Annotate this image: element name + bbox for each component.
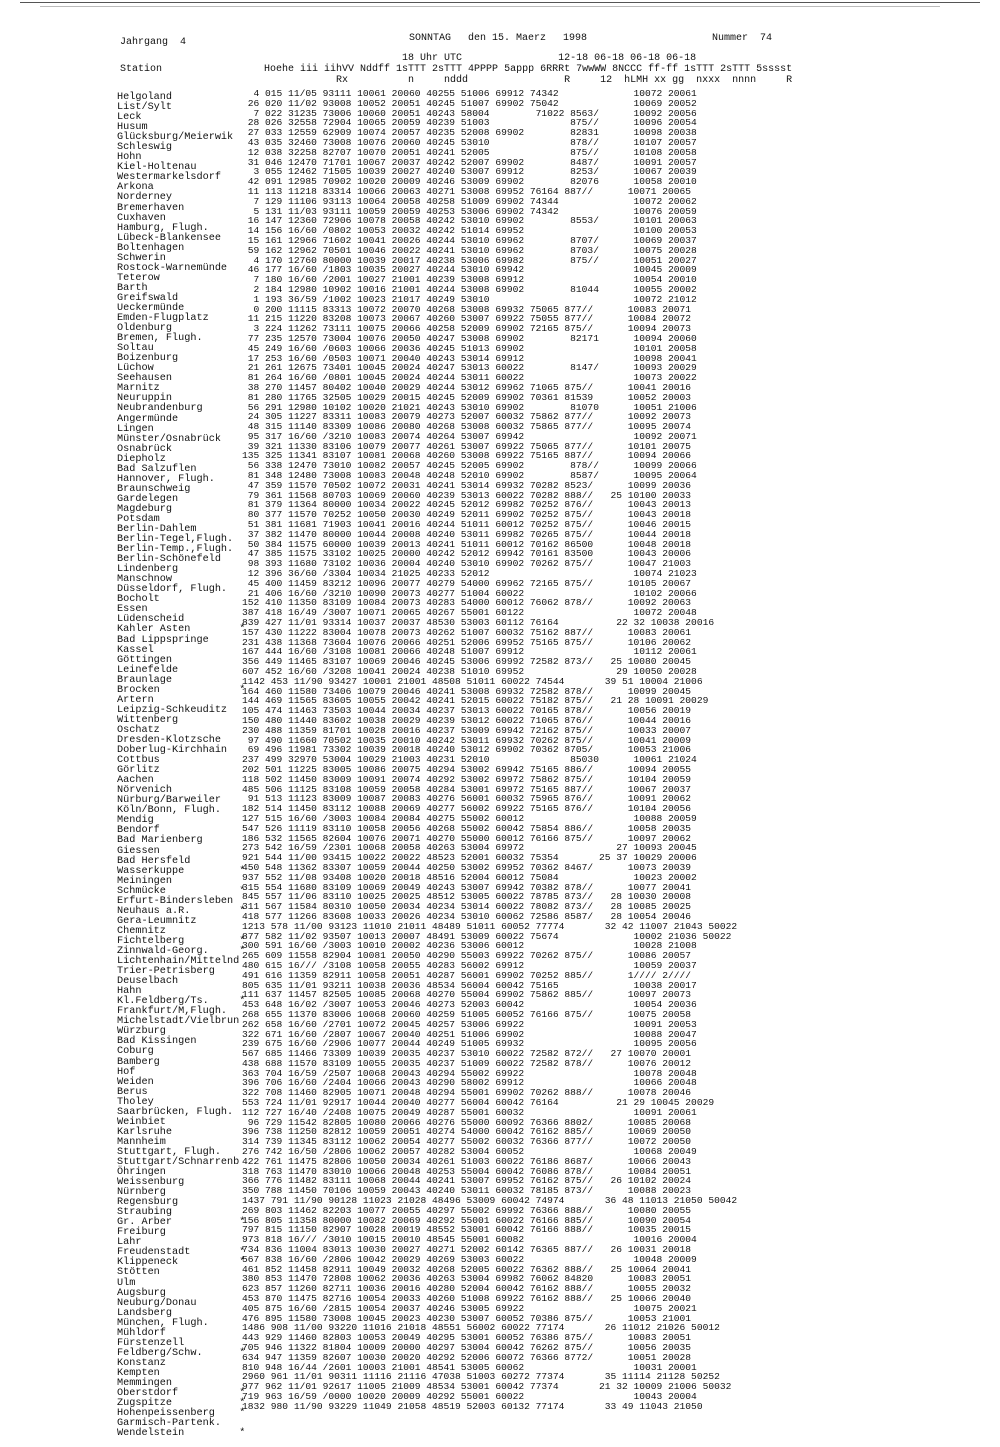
volume-label: Jahrgang 4: [120, 37, 187, 48]
station-name: Arkona: [117, 182, 154, 194]
observation-row: 24 305 11227 83311 10083 20079 40273 52007 60032 75862 877// 10092 20073: [242, 411, 692, 423]
observation-row: 98 393 11680 73102 10036 20004 40240 53010 69902 70262 875// 10047 21003: [242, 558, 692, 570]
observation-row: 5 131 11/03 93111 10059 20059 40253 53006 69902 74342 10076 20059: [242, 205, 697, 217]
station-name: Fürstenzell: [117, 1337, 185, 1349]
observation-row: 152 410 11350 83109 10084 20073 40283 54000 60012 76062 878// 10092 20063: [242, 597, 692, 609]
station-name: Fichtelberg *: [117, 935, 246, 947]
station-name: Lübeck-Blankensee: [117, 232, 221, 244]
station-name: Berlin-Dahlem: [117, 524, 197, 536]
observation-row: 845 557 11/06 83110 10025 20025 48512 53005 60022 78785 873// 28 10030 20008: [242, 891, 692, 903]
observation-row: 567 838 16/60 /2806 10042 20029 40269 53003 60022 10048 20009: [242, 1253, 697, 1265]
observation-row: 56 338 12470 73010 10082 20057 40245 52005 69902 878// 10099 20066: [242, 460, 697, 472]
station-name: Glücksburg/Meierwik: [117, 132, 234, 144]
observation-row: 42 091 12985 70902 10020 20009 40246 53009 69902 82076 10058 20010: [242, 176, 697, 188]
observation-row: 567 685 11466 73309 10039 20035 40237 53010 60022 72582 872// 27 10070 20001: [242, 1048, 692, 1060]
station-name: Oldenburg: [117, 323, 173, 335]
observation-row: 634 947 11359 82607 10030 20020 40292 52006 60072 76366 8772/ 10051 20028: [242, 1351, 692, 1363]
observation-row: 43 035 32460 73008 10076 20060 40245 53010 878// 10107 20057: [242, 136, 697, 148]
observation-row: 719 963 16/59 /0000 10020 20009 40292 55001 60022 10043 20004: [242, 1390, 697, 1402]
observation-row: 276 742 16/50 /2806 10062 20057 40282 53004 60052 10068 20049: [242, 1146, 697, 1158]
station-name: Michelstadt/Vielbrun: [117, 1016, 240, 1028]
observation-row: 4 015 11/05 93111 10061 20060 40255 51006 69912 74342 10072 20061: [242, 88, 697, 99]
observation-row: 623 857 11260 82711 10036 20016 40280 52004 60042 76162 888// 10055 20032: [242, 1283, 692, 1295]
observation-row: 77 235 12570 73004 10076 20050 40247 53008 69902 82171 10094 20060: [242, 332, 697, 344]
observation-row: 144 469 11565 83605 10055 20042 40241 52015 60022 75182 875// 21 28 10091 20029: [242, 695, 709, 707]
station-name: Coburg: [117, 1046, 154, 1058]
observation-row: 81 264 16/60 /0801 10045 20024 40244 53011 60022 10073 20022: [242, 372, 697, 384]
weekday-label: SONNTAG: [409, 33, 452, 44]
station-name: List/Sylt: [117, 102, 173, 114]
station-name: Erfurt-Bindersleben: [117, 895, 234, 907]
observation-row: 4 170 12760 80000 10039 20017 40238 53006 69982 875// 10051 20027: [242, 254, 697, 266]
station-name: Kahler Asten *: [117, 624, 246, 636]
station-name: Weinbiet: [117, 1116, 166, 1128]
observation-row: 262 658 16/60 /2701 10072 20045 40257 53006 69922 10091 20053: [242, 1018, 697, 1030]
station-name: Weissenburg: [117, 1177, 185, 1189]
observation-row: 50 384 11575 60000 10039 20013 40241 51011 60012 70162 86500 10048 20018: [242, 538, 692, 550]
observation-row: 69 496 11981 73302 10039 20018 40240 53012 69902 70362 8705/ 10053 21006: [242, 744, 692, 756]
observation-row: 797 815 11150 82907 10028 20019 48552 53001 60042 76166 888// 10035 20015: [242, 1224, 692, 1236]
observation-row: 491 616 11359 82911 10058 20051 40287 56001 69902 70252 885// 1//// 2////: [242, 969, 692, 981]
station-name: Potsdam: [117, 513, 160, 525]
observation-row: 3 224 11262 73111 10075 20066 40258 52009 69902 72165 875// 10094 20073: [242, 323, 692, 335]
top-rule: [20, 2, 980, 3]
observation-row: 27 033 12559 62909 10074 20057 40235 52008 69902 82831 10098 20038: [242, 127, 697, 139]
station-name: Bocholt: [117, 594, 160, 606]
observation-row: 705 946 11322 81804 10009 20000 40297 53004 60042 76262 875// 10056 20035: [242, 1342, 692, 1353]
station-name: Mühldorf: [117, 1327, 166, 1339]
station-name: Husum: [117, 122, 148, 134]
station-name: Aachen: [117, 775, 154, 787]
observation-row: 45 400 11459 83212 10096 20077 40279 54000 69962 72165 875// 10105 20067: [242, 577, 692, 589]
observation-row: 387 418 16/49 /3007 10071 20065 40267 55001 60122 10072 20048: [242, 607, 697, 619]
station-name: Chemnitz: [117, 925, 166, 937]
station-name: Bremen, Flugh.: [117, 333, 203, 345]
station-name: Lindenberg: [117, 564, 179, 576]
observation-row: 79 361 11568 80703 10069 20060 40239 53013 60022 70282 888// 25 10100 20033: [242, 489, 692, 501]
station-name: Nörvenich: [117, 785, 173, 797]
station-name: Hannover, Flugh.: [117, 473, 215, 485]
observation-row: 182 514 11450 83112 10088 20069 40277 56002 69922 75165 876// 10104 20056: [242, 803, 692, 815]
top-rule-secondary: [40, 6, 940, 7]
observation-row: 15 161 12966 71602 10041 20026 40244 53010 69962 8707/ 10069 20037: [242, 234, 697, 246]
observation-row: 810 948 16/44 /2601 10003 21001 48541 53005 60062 10031 20001: [242, 1361, 697, 1373]
station-name: Feldberg/Schw. *: [117, 1347, 246, 1359]
station-name: Essen: [117, 604, 148, 616]
station-name: Braunschweig: [117, 483, 191, 495]
observation-row: 45 249 16/60 /0603 10066 20036 40245 51013 69902 10101 20058: [242, 342, 697, 354]
station-name: Boltenhagen: [117, 242, 185, 254]
observation-row: 300 591 16/60 /3003 10010 20002 40236 53006 60012 10028 21008: [242, 940, 697, 952]
station-name: Gera-Leumnitz: [117, 915, 197, 927]
observation-row: 265 609 11558 82904 10081 20050 40290 55003 69922 70262 875// 10086 20057: [242, 950, 692, 962]
station-name: Giessen: [117, 845, 160, 857]
observation-row: 805 635 11/01 93211 10038 20036 48534 56004 60042 75165 10038 20017: [242, 979, 697, 991]
observation-row: 111 637 11457 82505 10085 20068 40270 55004 69902 75862 885// 10097 20073: [242, 989, 692, 1001]
station-name: Neubrandenburg: [117, 403, 203, 415]
station-name: Cottbus: [117, 755, 160, 767]
station-name: Bad Hersfeld: [117, 855, 191, 867]
observation-row: 14 156 16/60 /0802 10053 20032 40242 51014 69952 10100 20053: [242, 225, 697, 237]
observation-row: 453 870 11475 82716 10054 20033 40260 51008 69922 76162 888// 25 10066 20040: [242, 1293, 692, 1305]
station-name: Wendelstein *: [117, 1428, 246, 1440]
station-name: Meiningen: [117, 875, 173, 887]
station-name: Berlin-Schönefeld: [117, 554, 221, 566]
station-name: Seehausen: [117, 373, 173, 385]
observation-row: 973 818 16/// /3010 10015 20010 48545 55001 60082 10016 20004: [242, 1234, 697, 1246]
observation-row: 1142 453 11/90 93427 10001 21001 48508 51011 60022 74544 39 51 10004 21006: [242, 675, 703, 687]
station-name: Hahn: [117, 986, 142, 998]
station-name: Bamberg: [117, 1056, 160, 1068]
station-name: Oberstdorf *: [117, 1388, 246, 1400]
station-name: Bad Lippspringe: [117, 634, 209, 646]
observation-row: 366 776 11482 83111 10068 20044 40241 53007 69952 76162 875// 26 10102 20024: [242, 1175, 692, 1187]
observation-row: 322 708 11460 82905 10071 20048 40294 55001 69902 70262 888// 10078 20046: [242, 1087, 692, 1099]
station-name: Bad Kissingen: [117, 1036, 197, 1048]
station-name: Würzburg: [117, 1026, 166, 1038]
year-label: 1998: [563, 33, 588, 44]
observation-row: 315 554 11680 83109 10069 20049 40243 53007 69942 70382 878// 10077 20041: [242, 881, 692, 893]
station-name: Stuttgart/Schnarrenb: [117, 1156, 240, 1168]
station-name: Ueckermünde: [117, 302, 185, 314]
station-name: Schleswig: [117, 142, 173, 154]
station-name: Gardelegen: [117, 493, 179, 505]
observation-row: 97 490 11660 70502 10035 20010 40242 53011 69932 70262 875// 10041 20009: [242, 734, 692, 746]
column-header-line: Station Hoehe iii iihVV Nddff 1sTTT 2sTTT 4PPPP 5appp 6RRRt 7wwWW 8NCCC ff-ff 1sTTT 2sTTT 5sssst: [120, 64, 793, 75]
station-name: Münster/Osnabrück: [117, 433, 221, 445]
observation-row: 11 215 11220 83208 10073 20067 40260 53007 69922 75055 877// 10084 20072: [242, 313, 692, 325]
observation-row: 127 515 16/60 /3003 10084 20084 40275 55002 60012 10088 20059: [242, 812, 697, 824]
observation-row: 11 113 11218 83314 10066 20063 40271 53008 69952 76164 887// 10071 20065: [242, 185, 692, 197]
observation-row: 48 315 11140 83309 10086 20080 40268 53008 60032 75865 877// 10095 20074: [242, 421, 692, 433]
observation-row: 2960 961 11/01 90311 11116 21116 47038 51003 60272 77374 35 11114 21128 50252: [242, 1371, 720, 1383]
station-name: München, Flugh.: [117, 1317, 209, 1329]
observation-row: 47 385 11575 33102 10025 20000 40242 52012 69942 70161 83500 10043 20006: [242, 548, 692, 560]
station-name: Lüdenscheid: [117, 614, 185, 626]
observation-row: 51 381 11681 71903 10041 20016 40244 51011 60012 70252 875// 10046 20015: [242, 519, 692, 531]
station-name: Doberlug-Kirchhain: [117, 745, 228, 757]
station-name: Regensburg: [117, 1197, 179, 1209]
observation-row: 46 177 16/60 /1803 10035 20027 40244 53010 69942 10045 20009: [242, 264, 697, 276]
synop-code-column: [242, 89, 737, 1412]
station-name: Soltau: [117, 343, 154, 355]
observation-row: 56 291 12980 10102 10020 21021 40243 53010 69902 81070 10051 21006: [242, 401, 697, 413]
station-name: Kiel-Holtenau: [117, 162, 197, 174]
station-name: Augsburg: [117, 1287, 166, 1299]
station-name: Teterow: [117, 272, 160, 284]
station-name: Leck: [117, 112, 142, 124]
station-name: Landsberg: [117, 1307, 173, 1319]
observation-row: 1486 908 11/00 93220 11016 21018 48551 56002 60022 77174 26 11012 21026 50012: [242, 1322, 720, 1334]
station-name: Cuxhaven: [117, 212, 166, 224]
observation-row: 839 427 11/01 93314 10037 20037 48530 53003 60112 76164 22 32 10038 20016: [242, 617, 715, 629]
station-name: Trier-Petrisberg: [117, 966, 215, 978]
observation-row: 322 671 16/60 /2807 10067 20040 40251 51006 69902 10088 20047: [242, 1028, 697, 1040]
station-name: Göttingen: [117, 654, 173, 666]
observation-row: 356 449 11465 83107 10069 20046 40245 53006 69992 72582 873// 25 10080 20045: [242, 656, 692, 668]
observation-row: 186 532 11565 82604 10076 20071 40270 55000 60012 76166 875// 10097 20062: [242, 832, 692, 844]
station-name: Norderney: [117, 192, 173, 204]
station-name: Karlsruhe: [117, 1126, 173, 1138]
station-name: Braunlage: [117, 674, 173, 686]
observation-row: 156 805 11358 80000 10082 20069 40292 55001 60022 76166 885// 10090 20054: [242, 1214, 692, 1226]
observation-row: 547 526 11119 83110 10058 20056 40268 55002 60042 75854 886// 10058 20035: [242, 822, 692, 834]
station-name: Ulm: [117, 1277, 136, 1289]
station-name: Freudenstadt *: [117, 1247, 246, 1259]
station-name: Stötten: [117, 1267, 160, 1279]
station-name: Deuselbach: [117, 976, 179, 988]
station-name: Oschatz: [117, 724, 160, 736]
observation-row: 418 577 11266 83608 10033 20026 40234 53010 60062 72586 8587/ 28 10054 20046: [242, 910, 692, 922]
observation-row: 485 506 11125 83108 10059 20058 40284 53001 69972 75165 887// 10067 20037: [242, 783, 692, 795]
station-name: Lichtenhain/Mittelnd: [117, 956, 240, 968]
observation-row: 269 803 11462 82203 10077 20055 40297 55002 69992 76366 888// 10080 20055: [242, 1204, 692, 1216]
observation-row: 21 261 12675 73401 10045 20024 40247 53013 60022 8147/ 10093 20029: [242, 362, 697, 374]
column-header-line: 18 Uhr UTC 12-18 06-18 06-18 06-18: [120, 53, 697, 64]
station-name: Kl.Feldberg/Ts. *: [117, 996, 246, 1008]
station-name: Hof: [117, 1066, 136, 1078]
observation-row: 1832 980 11/90 93229 11049 21058 48519 52003 60132 77174 33 49 11043 21050: [242, 1400, 703, 1412]
observation-row: 450 548 11362 83307 10059 20044 40250 53002 69952 70362 8467/ 10073 20039: [242, 861, 692, 873]
observation-row: 80 377 11570 70252 10050 20030 40249 52011 69902 70252 875// 10043 20018: [242, 509, 692, 521]
station-name: Wasserkuppe *: [117, 865, 246, 877]
station-name: Zinnwald-Georg. *: [117, 945, 246, 957]
observation-row: 7 180 16/60 /2001 10027 21001 40239 53008 69912 10054 20010: [242, 274, 697, 286]
observation-row: 118 502 11450 83009 10091 20074 40292 53002 69972 75862 875// 10104 20059: [242, 773, 692, 785]
observation-row: 96 729 11542 82805 10080 20066 40276 55000 60092 76366 8802/ 10085 20068: [242, 1116, 692, 1128]
observation-row: 476 895 11580 73008 10045 20023 40230 53007 60052 70386 875// 10053 21001: [242, 1312, 692, 1324]
station-name: Bad Marienberg: [117, 835, 203, 847]
station-name: Tholey: [117, 1096, 154, 1108]
station-name: Lüchow: [117, 363, 154, 375]
observation-row: 47 359 11570 70502 10072 20031 40241 53014 69932 70282 8523/ 10099 20036: [242, 479, 692, 491]
date-label: den 15. Maerz: [468, 33, 547, 44]
station-name: Marnitz: [117, 383, 160, 395]
station-name: Lingen: [117, 423, 154, 435]
station-name: Kassel: [117, 644, 154, 656]
station-name: Artern: [117, 694, 154, 706]
observation-row: 7 129 11106 93113 10064 20058 40258 51009 69902 74344 10072 20062: [242, 195, 697, 207]
observation-row: 12 396 36/60 /3304 10034 21025 40233 52012 10074 21023: [242, 568, 697, 580]
observation-row: 28 026 32558 72904 10065 20059 40239 51003 875// 10096 20054: [242, 117, 697, 129]
station-name: Hohenpeissenberg *: [117, 1408, 246, 1420]
observation-row: 81 280 11765 32505 10029 20015 40245 52009 69902 70361 81539 10052 20003: [242, 391, 692, 403]
station-name: Schwerin: [117, 252, 166, 264]
station-name: Leipzig-Schkeuditz: [117, 704, 228, 716]
observation-row: 318 763 11470 83010 10066 20048 40253 55004 60042 76086 878// 10084 20051: [242, 1165, 692, 1177]
column-header-line: Rx n nddd R 12 hLMH xx gg nxxx nnnn R: [120, 75, 793, 86]
station-name: Mendig: [117, 815, 154, 827]
station-name: Dresden-Klotzsche: [117, 735, 221, 746]
station-name: Brocken *: [117, 684, 246, 696]
station-name: Nürnberg: [117, 1187, 166, 1199]
observation-row: 237 499 32970 53004 10029 21003 40231 52010 85030 10061 21024: [242, 754, 697, 766]
station-name: Emden-Flugplatz: [117, 313, 209, 325]
issue-number: Nummer 74: [712, 33, 773, 44]
observation-row: 37 382 11470 80000 10044 20008 40240 53011 69982 70265 875// 10044 20018: [242, 528, 692, 540]
station-name: Neuburg/Donau: [117, 1297, 197, 1309]
station-name: Angermünde: [117, 413, 179, 425]
observation-row: 7 022 31235 73006 10060 20051 40243 58004 71022 8563/ 10092 20056: [242, 107, 697, 119]
station-name: Bad Salzuflen: [117, 463, 197, 475]
observation-row: 81 348 12480 73008 10083 20048 40248 52010 69902 8587/ 10095 20064: [242, 470, 697, 482]
column-header: [120, 53, 792, 86]
observation-row: 422 761 11475 82806 10050 20034 40261 51003 60022 76186 8687/ 10066 20043: [242, 1155, 692, 1167]
station-name: Schmücke *: [117, 885, 246, 897]
observation-row: 81 379 11364 80000 10034 20022 40245 52012 69982 70252 876// 10043 20013: [242, 499, 692, 511]
station-name: Greifswald: [117, 292, 179, 304]
observation-row: 16 147 12360 72906 10078 20058 40242 53010 69902 8553/ 10101 20063: [242, 215, 697, 227]
observation-row: 461 852 11458 82911 10049 20032 40268 52005 60022 76362 888// 25 10064 20041: [242, 1263, 692, 1275]
station-name: Wittenberg: [117, 714, 179, 726]
observation-row: 31 046 12470 71701 10067 20037 40242 52007 69902 8487/ 10091 20057: [242, 156, 697, 168]
station-name: Görlitz: [117, 765, 160, 777]
observation-row: 105 474 11463 73503 10044 20034 40237 53013 60022 70165 878// 10056 20019: [242, 705, 692, 717]
station-name: Westermarkelsdorf: [117, 172, 221, 184]
observation-row: 2 184 12980 10902 10016 21001 40244 53008 69902 81044 10055 20002: [242, 283, 697, 295]
observation-row: 17 253 16/60 /0503 10071 20040 40243 53014 69912 10098 20041: [242, 352, 697, 364]
station-name: Nürburg/Barweiler: [117, 795, 221, 807]
observation-row: 1437 791 11/90 90128 11023 21028 48496 53009 60042 74974 36 48 11013 21050 50042: [242, 1195, 738, 1207]
observation-row: 396 738 11250 82812 10059 20051 40274 54000 60042 76162 885// 10069 20050: [242, 1126, 692, 1138]
station-name: Barth: [117, 282, 148, 294]
observation-row: 607 452 16/60 /3208 10041 20024 40238 51010 69952 29 10050 20028: [242, 666, 697, 678]
station-name: Zugspitze *: [117, 1398, 246, 1410]
observation-row: 167 444 16/60 /3108 10081 20066 40248 51007 69912 10112 20061: [242, 646, 697, 658]
station-name: Bremerhaven: [117, 202, 185, 214]
observation-row: 311 567 11584 80310 10050 20034 40234 53014 60022 78082 873// 28 10085 20025: [242, 901, 692, 913]
station-name: Memmingen: [117, 1378, 173, 1389]
observation-row: 480 615 16/// /3108 10058 20055 40283 56002 69912 10059 20037: [242, 959, 697, 971]
observation-row: 202 501 11225 83005 10086 20075 40294 53002 69942 75165 886// 10094 20055: [242, 763, 692, 775]
observation-row: 453 648 16/02 /3007 10053 20046 40273 52003 60042 10054 20036: [242, 999, 697, 1011]
station-name: Lahr: [117, 1237, 142, 1249]
observation-row: 314 739 11345 83112 10062 20054 40277 55002 60032 76366 877// 10072 20050: [242, 1136, 692, 1148]
observation-row: 877 582 11/02 93507 10013 20007 48491 53009 60022 75674 10002 21036 50022: [242, 930, 732, 942]
station-name: Konstanz: [117, 1357, 166, 1369]
observation-row: 91 513 11123 83009 10087 20083 40276 56001 60032 75965 876// 10091 20062: [242, 793, 692, 805]
station-name: Straubing: [117, 1207, 173, 1219]
station-name: Neuruppin: [117, 393, 173, 405]
station-name: Manschnow: [117, 574, 173, 586]
station-name: Neuhaus a.R. *: [117, 905, 246, 917]
station-name: Berus: [117, 1086, 148, 1098]
observation-row: 59 162 12962 70501 10046 20022 40241 53010 69962 8703/ 10075 20028: [242, 244, 697, 256]
station-name: Gr. Arber *: [117, 1217, 246, 1229]
station-name: Kempten: [117, 1367, 160, 1379]
station-name: Weiden: [117, 1076, 154, 1088]
observation-row: 438 688 11570 83109 10055 20035 40237 51009 60022 72582 878// 10076 20012: [242, 1057, 692, 1069]
station-name: Helgoland: [117, 92, 173, 103]
observation-row: 26 020 11/02 93008 10052 20051 40245 51007 69902 75042 10069 20052: [242, 97, 697, 109]
observation-row: 12 038 32258 82707 10070 20051 40241 52005 875// 10108 20058: [242, 146, 697, 158]
observation-row: 921 544 11/00 93415 10022 20022 48523 52001 60032 75354 25 37 10029 20006: [242, 852, 697, 864]
station-name: Frankfurt/M,Flugh.: [117, 1006, 228, 1018]
observation-row: 0 200 11115 83313 10072 20070 40268 53008 69932 75065 877// 10083 20071: [242, 303, 692, 315]
station-name: Boizenburg: [117, 353, 179, 365]
observation-row: 380 853 11470 72808 10062 20036 40263 53004 69982 76062 84820 10083 20051: [242, 1273, 692, 1285]
observation-row: 273 542 16/59 /2301 10068 20058 40263 53004 69972 27 10093 20045: [242, 842, 697, 854]
station-name: Osnabrück: [117, 443, 173, 455]
observation-row: 977 962 11/01 92617 11005 21009 48534 53001 60042 77374 21 32 10009 21006 50032: [242, 1381, 732, 1393]
observation-row: 1213 578 11/00 93123 11010 21011 48489 51011 60052 77774 32 42 11007 21043 50022: [242, 920, 738, 932]
observation-row: 268 655 11370 83006 10068 20060 40259 51005 60052 76166 875// 10075 20058: [242, 1008, 692, 1020]
station-name: Düsseldorf, Flugh.: [117, 584, 228, 596]
station-name: Magdeburg: [117, 503, 173, 515]
observation-row: 937 552 11/08 93408 10020 20018 48516 52004 60012 75084 10023 20002: [242, 871, 697, 883]
observation-row: 21 406 16/60 /3210 10090 20073 40277 51004 60022 10102 20066: [242, 587, 697, 599]
station-name: Berlin-Temp.,Flugh.: [117, 544, 234, 556]
observation-row: 112 727 16/40 /2408 10075 20049 40287 55001 60032 10091 20061: [242, 1106, 697, 1118]
station-name: Bendorf: [117, 825, 160, 837]
station-name: Berlin-Tegel,Flugh.: [117, 534, 234, 546]
observation-row: 396 706 16/60 /2404 10066 20043 40290 58002 69912 10066 20048: [242, 1077, 697, 1089]
observation-row: 553 724 11/01 92917 10044 20040 40277 56004 60042 76164 21 29 10045 20029: [242, 1097, 715, 1109]
observation-row: 3 055 12462 71505 10039 20027 40240 53007 69912 8253/ 10067 20039: [242, 166, 697, 178]
observation-row: 135 325 11341 83107 10081 20068 40260 53008 69922 75165 887// 10094 20066: [242, 450, 692, 462]
station-name: Hamburg, Flugh.: [117, 222, 209, 234]
observation-row: 157 430 11222 83004 10078 20073 40262 51007 60032 75162 887// 10083 20061: [242, 626, 692, 638]
station-name: Köln/Bonn, Flugh.: [117, 805, 221, 817]
observation-row: 363 704 16/59 /2507 10068 20043 40294 55002 69922 10078 20048: [242, 1067, 697, 1079]
observation-row: 1 193 36/59 /1002 10023 21017 40249 53010 10072 21012: [242, 293, 697, 305]
station-name: Klippeneck *: [117, 1257, 246, 1269]
observation-row: 38 270 11457 80402 10040 20029 40244 53012 69962 71065 875// 10041 20016: [242, 381, 692, 393]
station-name: Mannheim: [117, 1136, 166, 1148]
station-name: Hohn: [117, 152, 142, 164]
station-name: Saarbrücken, Flugh.: [117, 1106, 234, 1118]
observation-row: 230 488 11359 81701 10028 20016 40237 53009 69942 72162 875// 10033 20007: [242, 724, 692, 736]
observation-row: 150 480 11440 83602 10038 20029 40239 53012 60022 71065 876// 10044 20016: [242, 715, 692, 726]
station-column: [117, 93, 245, 1439]
station-name: Rostock-Warnemünde: [117, 262, 228, 274]
station-name: Stuttgart, Flugh.: [117, 1146, 221, 1158]
observation-row: 350 788 11450 70106 10059 20043 40240 53011 60032 78185 873// 10088 20023: [242, 1185, 692, 1197]
observation-row: 405 875 16/60 /2815 10054 20037 40246 53005 69922 10075 20021: [242, 1302, 697, 1314]
station-name: Diepholz: [117, 453, 166, 465]
observation-row: 443 929 11460 82803 10053 20049 40295 53001 60052 76386 875// 10083 20051: [242, 1332, 692, 1344]
station-name: Öhringen: [117, 1167, 166, 1179]
station-name: Leinefelde: [117, 664, 179, 676]
observation-row: 39 321 11330 83106 10079 20077 40261 53007 69922 75065 877// 10101 20075: [242, 440, 692, 452]
observation-row: 734 836 11004 83013 10030 20027 40271 52002 60142 76365 887// 26 10031 20018: [242, 1244, 692, 1256]
station-name: Freiburg: [117, 1227, 166, 1239]
observation-row: 164 460 11580 73406 10079 20046 40241 53008 69932 72582 878// 10099 20045: [242, 685, 692, 697]
observation-row: 95 317 16/60 /3210 10083 20074 40264 53007 69942 10092 20071: [242, 430, 697, 442]
observation-row: 231 438 11368 73604 10076 20066 40251 52006 69952 75165 875// 10106 20062: [242, 636, 692, 648]
observation-row: 239 675 16/60 /2906 10077 20044 40249 51005 69932 10095 20056: [242, 1038, 697, 1050]
station-name: Garmisch-Partenk.: [117, 1418, 221, 1430]
